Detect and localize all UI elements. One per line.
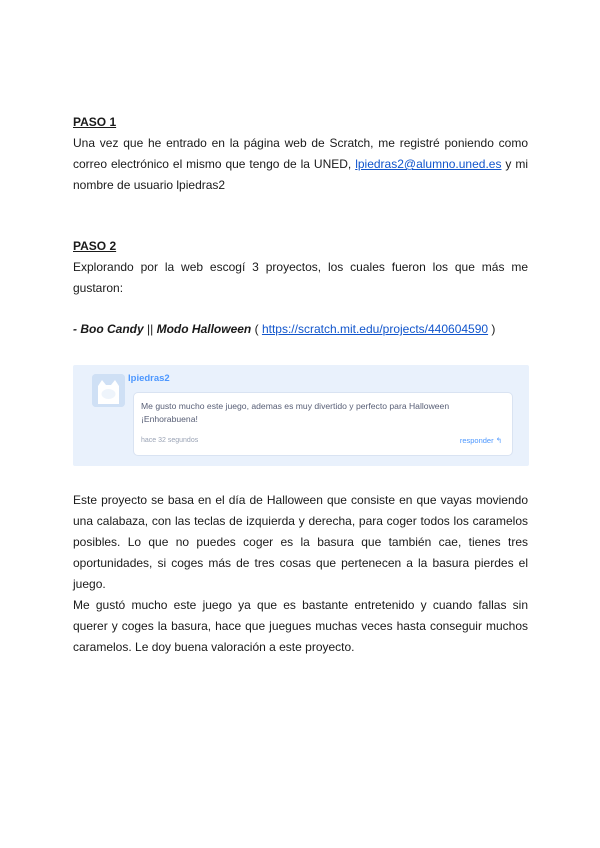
- project-subtitle: Modo Halloween: [156, 322, 252, 336]
- comment-bubble: [133, 392, 513, 456]
- paso2-heading: PASO 2: [73, 239, 117, 253]
- email-link[interactable]: lpiedras2@alumno.uned.es: [355, 157, 502, 171]
- comment-time: hace 32 segundos: [141, 437, 199, 444]
- project-paren-open: (: [251, 322, 262, 336]
- project-prefix: -: [73, 322, 81, 336]
- section-paso2: [73, 236, 528, 299]
- paso2-paragraph: Explorando por la web escogí 3 proyectos, los cuales fueron los que más me gustaron:: [73, 260, 528, 295]
- comment-username[interactable]: lpiedras2: [128, 373, 170, 384]
- paso1-text-a: Una vez que he entrado en la página web de Scratch, me registré poniendo como correo electrónico el mismo que tengo de la UNED,: [73, 136, 528, 171]
- scratch-cat-icon: [92, 374, 125, 407]
- section-review: [73, 490, 528, 658]
- project-url-link[interactable]: https://scratch.mit.edu/projects/440604590: [261, 322, 489, 336]
- review-paragraph-1: Este proyecto se basa en el día de Halloween que consiste en que vayas moviendo una calabaza, con las teclas de izquierda y derecha, para coger todos los caramelos posibles. Lo que no puedes coger es la basura que también cae, tienes tres oportunidades, si coges más de tres cosas que pertenecen a la basura pierdes el juego.: [73, 493, 528, 591]
- reply-label: responder: [459, 436, 494, 445]
- project-line: [73, 319, 528, 340]
- paso1-text-b: y mi nombre de usuario lpiedras2: [73, 157, 528, 192]
- avatar[interactable]: [92, 374, 125, 407]
- paso1-heading: PASO 1: [73, 115, 117, 129]
- comment-text: Me gusto mucho este juego, ademas es muy divertido y perfecto para Halloween ¡Enhorabuena!: [141, 401, 450, 424]
- project-sep: ||: [143, 322, 157, 336]
- project-title: Boo Candy: [80, 322, 144, 336]
- section-paso1: [73, 112, 528, 196]
- comment-screenshot: [73, 365, 529, 466]
- paso1-paragraph: [73, 133, 528, 196]
- reply-arrow-icon: ↰: [495, 436, 502, 445]
- project-paren-close: ): [488, 322, 496, 336]
- review-paragraph-2: Me gustó mucho este juego ya que es bastante entretenido y cuando fallas sin querer y coges la basura, hace que juegues muchas veces hasta conseguir muchos caramelos. Le doy buena valoración a este proyecto.: [73, 598, 528, 654]
- reply-button[interactable]: [460, 436, 502, 445]
